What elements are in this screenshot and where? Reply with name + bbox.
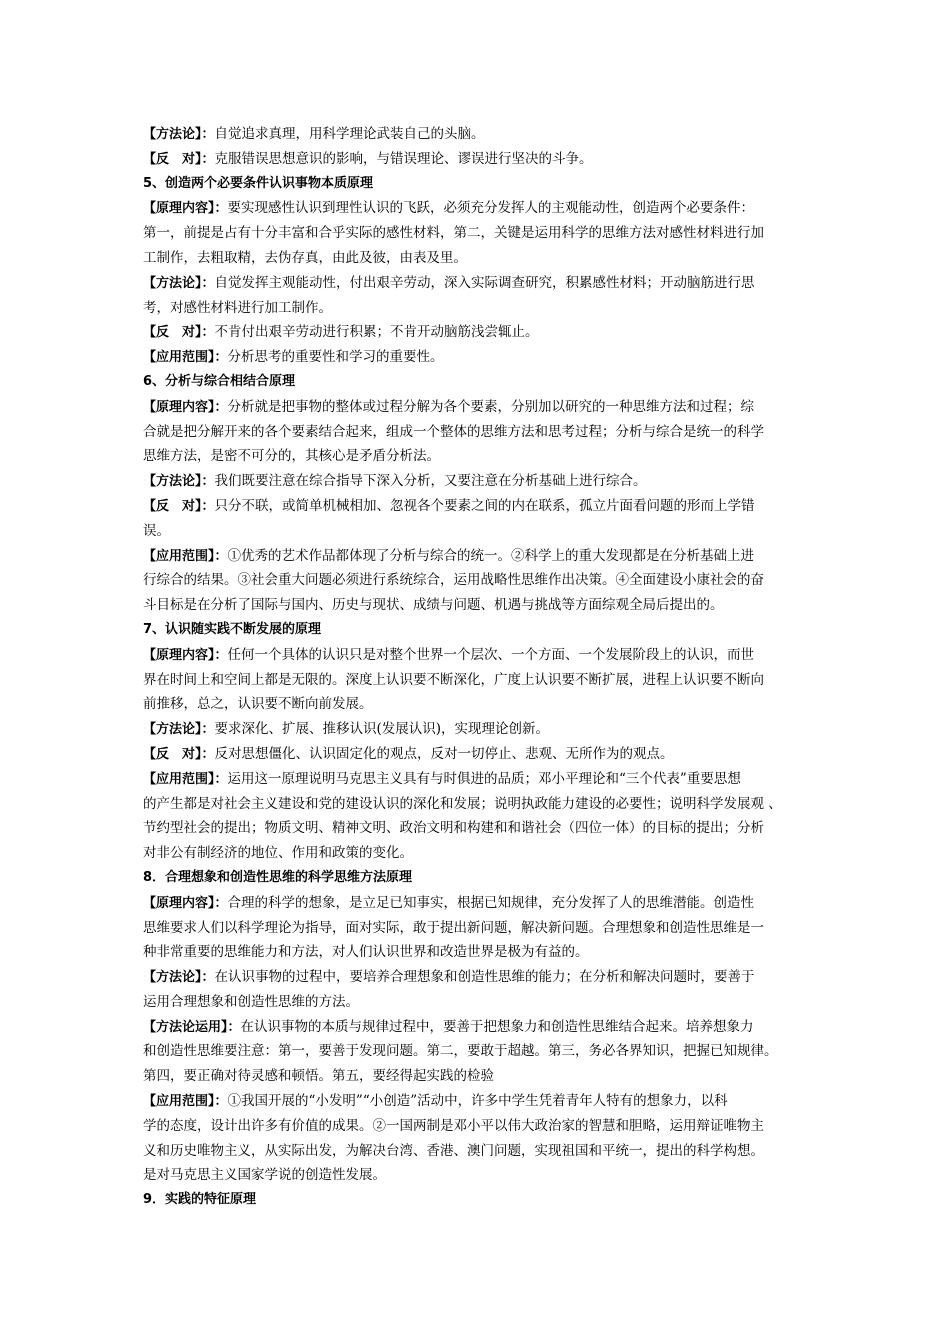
label-tag: 【方法论】：	[143, 970, 215, 986]
label-tag: 【反 对】：	[143, 325, 215, 341]
paragraph-continuation: 第一，前提是占有十分丰富和合乎实际的感性材料，第二，关键是运用科学的思维方法对感性材料进行加	[143, 225, 764, 242]
paragraph-text: 分析就是把事物的整体或过程分解为各个要素，分别加以研究的一种思维方法和过程；综	[227, 398, 755, 415]
paragraph-continuation: 合就是把分解开来的各个要素结合起来，组成一个整体的思维方法和思考过程；分析与综合是统一的科学	[143, 423, 764, 440]
paragraph-line	[143, 196, 815, 221]
label-tag: 【原理内容】：	[143, 895, 228, 911]
paragraph-continuation: 种非常重要的思维能力和方法，对人们认识世界和改造世界是极为有益的。	[143, 944, 589, 961]
paragraph-line	[143, 345, 815, 370]
paragraph-continuation: 界在时间上和空间上都是无限的。深度上认识要不断深化，广度上认识要不断扩展，进程上认识要不断向	[143, 671, 764, 688]
paragraph-text: 运用这一原理说明马克思主义具有与时俱进的品质；邓小平理论和“三个代表”重要思想	[227, 770, 741, 787]
label-tag: 【方法论】：	[143, 127, 215, 142]
paragraph-continuation: 运用合理想象和创造性思维的方法。	[143, 993, 359, 1010]
paragraph-continuation: 义和历史唯物主义，从实际出发，为解决台湾、香港、澳门问题，实现祖国和平统一，提出的科学构想。	[143, 1142, 764, 1159]
paragraph-line	[143, 494, 815, 519]
paragraph-line	[143, 891, 815, 916]
label-tag: 【应用范围】：	[143, 350, 228, 366]
section-heading: 9．实践的特征原理	[143, 1192, 257, 1208]
label-tag: 【应用范围】：	[143, 771, 228, 787]
paragraph-text: 任何一个具体的认识只是对整个世界一个层次、一个方面、一个发展阶段上的认识，而世	[227, 646, 755, 663]
paragraph-continuation: 前推移，总之，认识要不断向前发展。	[143, 696, 373, 713]
label-tag: 【方法论】：	[143, 722, 215, 738]
paragraph-continuation: 斗目标是在分析了国际与国内、历史与现状、成绩与问题、机遇与挑战等方面综观全局后提出的。	[143, 597, 724, 614]
paragraph-line	[143, 147, 815, 172]
paragraph-continuation: 对非公有制经济的地位、作用和政策的变化。	[143, 845, 413, 862]
section-heading: 6、分析与综合相结合原理	[143, 373, 296, 389]
paragraph-text: 合理的科学的想象，是立足已知事实，根据已知规律，充分发挥了人的思维潜能。创造性	[227, 894, 755, 911]
paragraph-text: 只分不联，或简单机械相加、忽视各个要素之间的内在联系，孤立片面看问题的形而上学错	[214, 497, 755, 514]
paragraph-line	[143, 1015, 815, 1040]
paragraph-text: 反对思想僵化、认识固定化的观点，反对一切停止、悲观、无所作为的观点。	[214, 745, 674, 762]
paragraph-text: 在认识事物的本质与规律过程中，要善于把想象力和创造性思维结合起来。培养想象力	[240, 1018, 754, 1035]
paragraph-text: 要求深化、扩展、推移认识(发展认识)，实现理论创新。	[214, 721, 550, 738]
paragraph-text: 克服错误思想意识的影响，与错误理论、谬误进行坚决的斗争。	[214, 150, 593, 167]
paragraph-continuation: 是对马克思主义国家学说的创造性发展。	[143, 1167, 386, 1184]
paragraph-continuation: 学的态度，设计出许多有价值的成果。②一国两制是邓小平以伟大政治家的智慧和胆略，运用辩证唯物主	[143, 1117, 764, 1134]
paragraph-text: 在认识事物的过程中，要培养合理想象和创造性思维的能力；在分析和解决问题时，要善于	[214, 969, 755, 986]
label-tag: 【应用范围】：	[143, 1094, 228, 1110]
paragraph-text: 分析思考的重要性和学习的重要性。	[227, 349, 444, 366]
paragraph-line	[143, 544, 815, 569]
paragraph-continuation: 误。	[143, 522, 170, 539]
label-tag: 【原理内容】：	[143, 647, 228, 663]
paragraph-line	[143, 965, 815, 990]
paragraph-text: ①我国开展的“小发明”“小创造”活动中，许多中学生凭着青年人特有的想象力，以科	[227, 1093, 728, 1110]
paragraph-line	[143, 717, 815, 742]
paragraph-continuation: 思维要求人们以科学理论为指导，面对实际，敢于提出新问题，解决新问题。合理想象和创造性思维是一	[143, 919, 764, 936]
label-tag: 【方法论】：	[143, 474, 215, 490]
label-tag: 【原理内容】：	[143, 399, 228, 415]
paragraph-line	[143, 643, 815, 668]
label-tag: 【方法论】：	[143, 275, 215, 291]
paragraph-continuation: 和创造性思维要注意：第一，要善于发现问题。第二，要敢于超越。第三，务必各界知识，把握已知规律。	[143, 1043, 778, 1060]
paragraph-text: 我们既要注意在综合指导下深入分析，又要注意在分析基础上进行综合。	[214, 473, 647, 490]
paragraph-continuation: 的产生都是对社会主义建设和党的建设认识的深化和发展；说明执政能力建设的必要性；说明科学发展观 、	[143, 795, 782, 812]
label-tag: 【应用范围】：	[143, 548, 228, 564]
paragraph-continuation: 思维方法，是密不可分的，其核心是矛盾分析法。	[143, 448, 440, 465]
paragraph-line	[143, 320, 815, 345]
paragraph-text: 自觉发挥主观能动性，付出艰辛劳动，深入实际调查研究，积累感性材料；开动脑筋进行思	[214, 274, 755, 291]
section-heading: 5、创造两个必要条件认识事物本质原理	[143, 175, 374, 191]
paragraph-line	[143, 767, 815, 792]
paragraph-text: 要实现感性认识到理性认识的飞跃，必须充分发挥人的主观能动性，创造两个必要条件：	[227, 200, 755, 217]
paragraph-line	[143, 1089, 815, 1114]
paragraph-line	[143, 469, 815, 494]
label-tag: 【反 对】：	[143, 498, 215, 514]
paragraph-continuation: 考，对感性材料进行加工制作。	[143, 299, 332, 316]
label-tag: 【方法论运用】：	[143, 1019, 241, 1035]
paragraph-text: ①优秀的艺术作品都体现了分析与综合的统一。②科学上的重大发现都是在分析基础上进	[227, 547, 755, 564]
label-tag: 【原理内容】：	[143, 201, 228, 217]
label-tag: 【反 对】：	[143, 746, 215, 762]
paragraph-text: 不肯付出艰辛劳动进行积累；不肯开动脑筋浅尝辄止。	[214, 324, 539, 341]
paragraph-line	[143, 395, 815, 420]
section-heading: 8．合理想象和创造性思维的科学思维方法原理	[143, 869, 413, 885]
label-tag: 【反 对】：	[143, 151, 215, 167]
paragraph-line	[143, 742, 815, 767]
document-page	[143, 122, 815, 1213]
paragraph-continuation: 节约型社会的提出；物质文明、精神文明、政治文明和构建和和谐社会（四位一体）的目标的提出；分析	[143, 820, 764, 837]
paragraph-continuation: 第四，要正确对待灵感和顿悟。第五，要经得起实践的检验	[143, 1068, 494, 1085]
paragraph-continuation: 行综合的结果。③社会重大问题必须进行系统综合，运用战略性思维作出决策。④全面建设小康社会的奋	[143, 572, 764, 589]
section-heading: 7、认识随实践不断发展的原理	[143, 621, 322, 637]
paragraph-line	[143, 122, 815, 147]
paragraph-text: 自觉追求真理，用科学理论武装自己的头脑。	[214, 126, 485, 142]
paragraph-line	[143, 271, 815, 296]
paragraph-continuation: 工制作，去粗取精，去伪存真，由此及彼，由表及里。	[143, 249, 467, 266]
